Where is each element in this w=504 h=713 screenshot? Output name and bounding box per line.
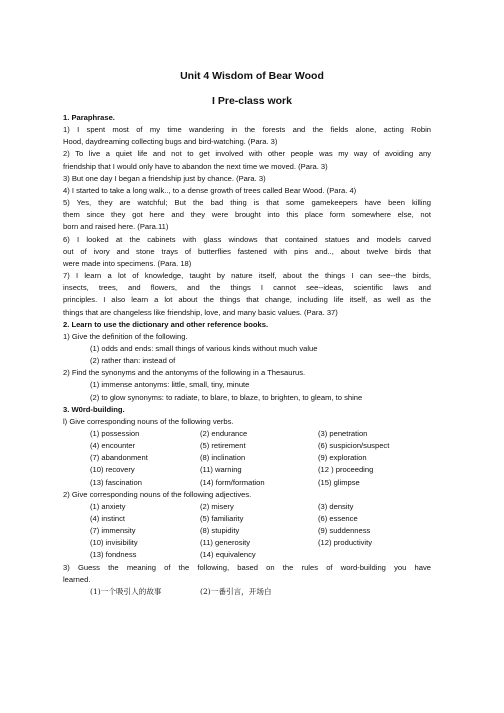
text-line: out of ivory and stone trays of butterflies fastened with pins and.., about twelve birds that: [63, 246, 431, 256]
chinese-answers: [63, 586, 431, 598]
table-cell: (15) glimpse: [318, 477, 360, 487]
question: 3) Guess the meaning of the following, based on the rules of word-building you have: [63, 562, 431, 572]
table-cell: (8) stupidity: [200, 526, 240, 536]
table-cell: (13) fascination: [90, 477, 142, 487]
text-line: born and raised here. (Para.11): [63, 222, 169, 232]
question: 2) Find the synonyms and the antonyms of the following in a Thesaurus.: [63, 368, 306, 378]
question: 2) Give corresponding nouns of the following adjectives.: [63, 489, 252, 499]
answer: (1) immense antonyms: little, small, tiny, minute: [90, 380, 250, 390]
table-cell: (5) familiarity: [200, 514, 244, 524]
table-cell: (1) possession: [90, 429, 140, 439]
adjective-nouns-table: [63, 501, 431, 562]
text-line: friendship that I would only have to abandon the next time we moved. (Para. 3): [63, 161, 328, 171]
table-cell: (3) penetration: [318, 429, 368, 439]
text-line: 6) I looked at the cabinets with glass windows that contained statues and models carved: [63, 234, 431, 244]
table-row: [90, 549, 431, 561]
text-line: 7) I learn a lot of knowledge, taught by nature itself, about the things I can see--the birds,: [63, 271, 431, 281]
table-row: [90, 501, 431, 513]
heading-dictionary: 2. Learn to use the dictionary and other reference books.: [63, 319, 269, 329]
table-cell: (6) suspicion/suspect: [318, 441, 390, 451]
table-row: [90, 440, 431, 452]
table-cell: (1) anxiety: [90, 501, 126, 511]
answer: (2) rather than: instead of: [90, 356, 176, 366]
table-cell: (9) suddenness: [318, 526, 371, 536]
table-cell: (12) productivity: [318, 538, 373, 548]
table-cell: (13) fondness: [90, 550, 137, 560]
answer: (1)一个吸引人的故事: [90, 586, 162, 596]
verb-nouns-table: [63, 428, 431, 489]
table-row: [90, 464, 431, 476]
table-row: [90, 525, 431, 537]
table-cell: (11) warning: [200, 465, 242, 475]
answer: (2)一番引言，开场白: [200, 586, 272, 596]
table-cell: (12 ) proceeding: [318, 465, 374, 475]
table-row: [90, 452, 431, 464]
table-cell: (9) exploration: [318, 453, 367, 463]
table-cell: (8) inclination: [200, 453, 246, 463]
text-line: insects, trees, and flowers, and the things I cannot see--ideas, scientific laws and: [63, 283, 431, 293]
text-line: Hood, daydreaming collecting bugs and bird-watching. (Para. 3): [63, 137, 278, 147]
table-cell: (4) instinct: [90, 514, 126, 524]
document-title: Unit 4 Wisdom of Bear Wood: [180, 70, 324, 82]
text-line: principles. I also learn a lot about the things that change, including life itself, as well as the: [63, 295, 431, 305]
table-cell: (14) equivalency: [200, 550, 256, 560]
table-row: [90, 513, 431, 525]
table-row: [90, 537, 431, 549]
table-cell: (5) retirement: [200, 441, 246, 451]
table-row: [90, 428, 431, 440]
table-cell: (7) immensity: [90, 526, 136, 536]
answer: (1) odds and ends: small things of various kinds without much value: [90, 343, 318, 353]
table-cell: (2) misery: [200, 501, 234, 511]
text-line: 5) Yes, they are watchful; But the bad thing is that some gamekeepers have been killing: [63, 198, 431, 208]
text-line: 4) I started to take a long walk.., to a dense growth of trees called Bear Wood. (Para. 4): [63, 185, 357, 195]
document-body: [63, 112, 431, 598]
table-cell: (2) endurance: [200, 429, 248, 439]
table-cell: (14) form/formation: [200, 477, 265, 487]
table-cell: (10) invisibility: [90, 538, 138, 548]
table-cell: (4) encounter: [90, 441, 136, 451]
table-cell: (11) generosity: [200, 538, 251, 548]
heading-paraphrase: 1. Paraphrase.: [63, 113, 115, 122]
text-line: 2) To live a quiet life and not to get involved with other people was my way of avoiding any: [63, 149, 431, 159]
text-line: them since they got here and they were brought into this place form somewhere else, not: [63, 210, 431, 220]
text-line: 1) I spent most of my time wandering in the forests and the fields alone, acting Robin: [63, 125, 431, 135]
answer: (2) to glow synonyms: to radiate, to blare, to blaze, to brighten, to gleam, to shine: [90, 392, 363, 402]
text-line: things that are changeless like friendship, love, and many basic values. (Para. 37): [63, 307, 338, 317]
table-cell: (7) abandonment: [90, 453, 148, 463]
table-cell: (3) density: [318, 501, 354, 511]
heading-word-building: 3. W0rd-building.: [63, 404, 125, 414]
question: l) Give corresponding nouns of the following verbs.: [63, 416, 234, 426]
table-cell: (6) essence: [318, 514, 358, 524]
text-line: 3) But one day I began a friendship just by chance. (Para. 3): [63, 173, 266, 183]
table-row: [90, 477, 431, 489]
question: learned.: [63, 574, 91, 584]
table-cell: (10) recovery: [90, 465, 135, 475]
section-title: I Pre-class work: [212, 95, 292, 107]
text-line: were made into specimens. (Para. 18): [63, 258, 192, 268]
question: 1) Give the definition of the following.: [63, 331, 188, 341]
